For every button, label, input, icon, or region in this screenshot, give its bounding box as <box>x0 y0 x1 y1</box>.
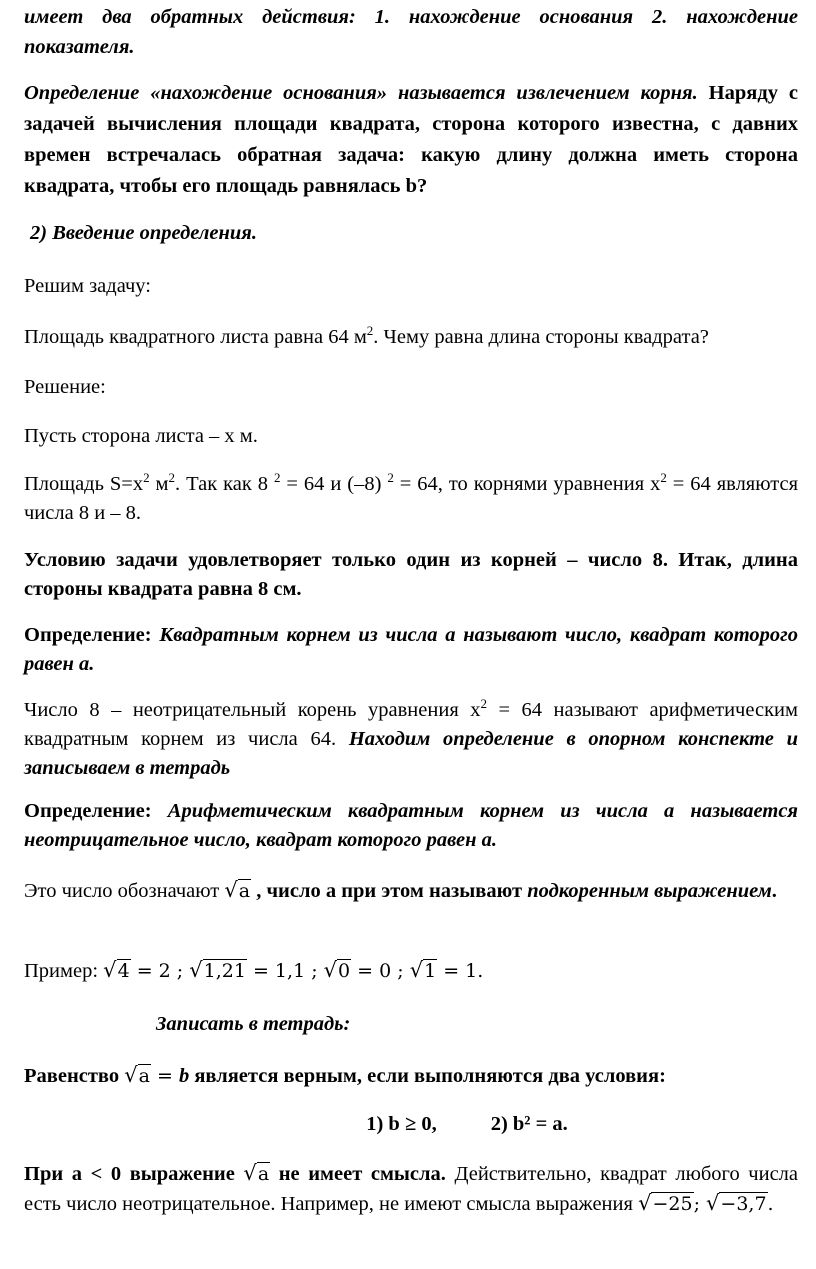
definition-square-root <box>24 621 798 679</box>
area-paragraph: Площадь $S=х^2$ $м^2$. Так как 8 $^2$ = 64 и (–8) $^2$ = 64, то корнями уравнения $х^2 = 64$ являются числа 8 и – 8. <box>24 470 799 524</box>
task-statement: Площадь квадратного листа равна 64 $м^2$. Чему равна длина стороны квадрата? <box>24 323 709 348</box>
definition-arithmetic-root <box>24 797 798 855</box>
inverse-problem-text: Наряду с задачей вычисления площади квадрата, сторона которого известна, с давних времен встречалась обратная задача: какую длину должна иметь сторона квадрата, чтобы его площадь равнялась b? <box>24 82 798 197</box>
let-side-text: Пусть сторона листа – х м. <box>24 425 258 447</box>
sqrt-a-negative: √a <box>243 1161 270 1185</box>
condition-text: Условию задачи удовлетворяет только один из корней – число 8. Итак, длина стороны квадрата равна 8 см. <box>24 549 798 600</box>
condition-two: 2) b² = a. <box>490 1113 568 1135</box>
definition-label: Определение: <box>24 624 152 646</box>
negative-radicand-paragraph: При а < 0 выражение √a не имеет смысла. Действительно, квадрат любого числа есть число неотрицательное. Например, не имеют смысла выражения √−25; √−3,7. <box>24 1159 798 1219</box>
write-in-notebook: Записать в тетрадь: <box>156 1013 351 1035</box>
section-heading-introduction <box>30 218 257 248</box>
paragraph-definition-root-extraction <box>24 78 798 202</box>
condition-paragraph <box>24 546 798 604</box>
solution-label: Решение: <box>24 376 106 398</box>
conditions-line <box>0 1109 816 1139</box>
find-definition-note: Находим определение в опорном конспекте и записываем в тетрадь <box>24 728 798 779</box>
condition-one: 1) b ≥ 0, <box>366 1113 437 1135</box>
definition-root-extraction: Определение «нахождение основания» называется извлечением корня. <box>24 82 698 104</box>
definition-label-2: Определение: <box>24 800 152 822</box>
sqrt-a-equality: √a <box>124 1063 150 1087</box>
definition-arithmetic-root-text: Арифметическим квадратным корнем из числа а называется неотрицательное число, квадрат которого равен а. <box>24 800 798 851</box>
paragraph-inverse-actions <box>24 2 798 62</box>
task-intro: Решим задачу: <box>24 275 151 297</box>
example-line: Пример: √4 = 2 ; √1,21 = 1,1 ; √0 = 0 ; √1 = 1. <box>24 955 483 986</box>
notation-paragraph: Это число обозначают √a , число а при этом называют подкоренным выражением. <box>24 875 798 907</box>
sqrt-minus-25: √−25 <box>638 1191 693 1215</box>
sqrt-1: √1 <box>409 958 437 982</box>
sqrt-1-21: √1,21 <box>189 958 246 982</box>
sqrt-4: √4 <box>103 958 130 982</box>
sqrt-minus-3-7: √−3,7 <box>706 1191 767 1215</box>
inverse-actions-text: имеет два обратных действия: 1. нахождение основания 2. нахождение показателя. <box>24 6 798 58</box>
sqrt-a-symbol: √a <box>224 878 251 902</box>
definition-square-root-text: Квадратным корнем из числа а называют число, квадрат которого равен а. <box>24 624 798 675</box>
sqrt-0: √0 <box>323 958 351 982</box>
equality-paragraph: Равенство √a = b является верным, если выполняются два условия: <box>24 1060 798 1091</box>
section-heading-text: 2) Введение определения. <box>30 222 257 244</box>
arithmetic-root-paragraph: Число 8 – неотрицательный корень уравнения $х^2 = 64$ называют арифметическим квадратным корнем из числа 64. Находим определение в опорном конспекте и записываем в тетрадь <box>24 696 798 779</box>
